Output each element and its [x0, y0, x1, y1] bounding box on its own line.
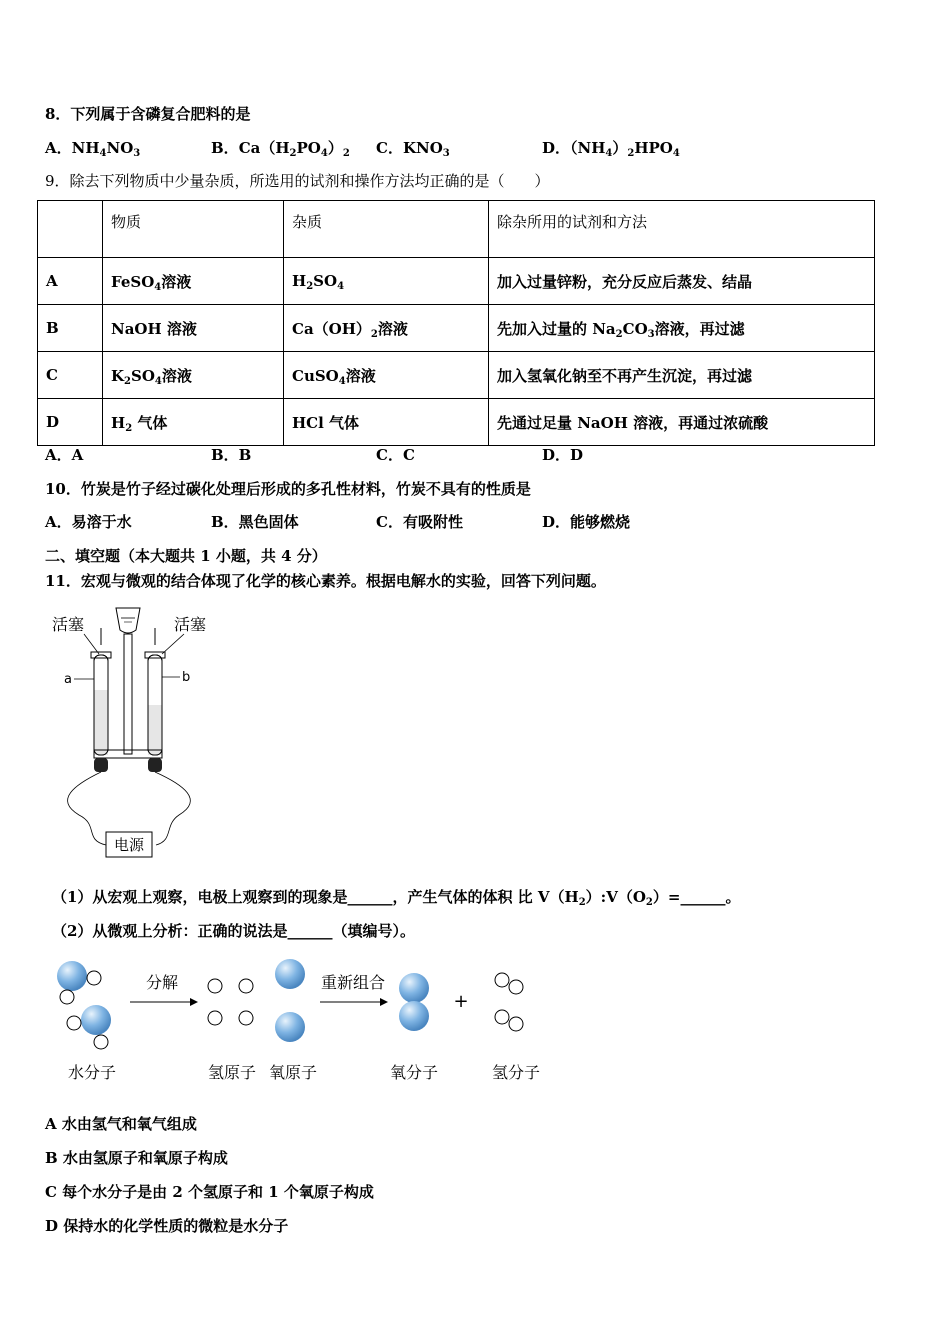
- row-substance: FeSO$_4$溶液: [103, 258, 284, 305]
- row-method: 先加入过量的 $Na_2CO_3$溶液，再过滤: [489, 305, 875, 352]
- table-row: [38, 352, 875, 399]
- row-impurity: HCl 气体: [284, 399, 489, 446]
- q9-option-a[interactable]: A．A: [45, 446, 84, 464]
- table-row: [38, 305, 875, 352]
- q9-option-b[interactable]: B．B: [211, 446, 252, 464]
- table-row: [38, 258, 875, 305]
- q8-option-d[interactable]: D．$(NH_4)_2HPO_4$: [542, 139, 680, 159]
- oxygen-atom-icon: [275, 959, 305, 1042]
- table-header-cell: 杂质: [284, 201, 489, 258]
- row-method: 加入氢氧化钠至不再产生沉淀，再过滤: [489, 352, 875, 399]
- q11-choice-b[interactable]: B 水由氢原子和氧原子构成: [45, 1149, 228, 1167]
- q9-option-d[interactable]: D．D: [542, 446, 584, 464]
- row-impurity: CuSO$_4$溶液: [284, 352, 489, 399]
- q8-option-c[interactable]: C．$KNO_3$: [376, 139, 450, 159]
- q11-sub1: （1）从宏观上观察，电极上观察到的现象是______，产生气体的体积 比 $V(H_2):V(O_2)=\_\_\_\_\_\_$。: [52, 888, 741, 908]
- label-hydrogen-atom: 氢原子: [207, 1063, 257, 1082]
- q9-option-c[interactable]: C．C: [376, 446, 415, 464]
- q10-option-c[interactable]: C．有吸附性: [376, 513, 463, 531]
- label-a: a: [64, 672, 72, 687]
- table-header-cell: 除杂所用的试剂和方法: [489, 201, 875, 258]
- row-substance: $K_2SO_4$溶液: [103, 352, 284, 399]
- row-label: C: [38, 352, 103, 399]
- row-label: B: [38, 305, 103, 352]
- q11-stem: 11．宏观与微观的结合体现了化学的核心素养。根据电解水的实验，回答下列问题。: [45, 572, 606, 590]
- stopcock-label-left: 活塞: [52, 615, 85, 634]
- table-row: [38, 399, 875, 446]
- row-method: 加入过量锌粉，充分反应后蒸发、结晶: [489, 258, 875, 305]
- power-supply-label: 电源: [113, 836, 145, 854]
- row-substance: NaOH 溶液: [103, 305, 284, 352]
- row-label: D: [38, 399, 103, 446]
- hydrogen-molecule-icon: [495, 973, 523, 1031]
- table-header-cell: 物质: [103, 201, 284, 258]
- plus-sign: +: [453, 991, 469, 1012]
- q8-stem: 8．下列属于含磷复合肥料的是: [45, 105, 251, 123]
- label-oxygen-molecule: 氧分子: [389, 1063, 439, 1082]
- stopcock-label-right: 活塞: [174, 615, 207, 634]
- q11-choice-a[interactable]: A 水由氢气和氧气组成: [45, 1115, 197, 1133]
- label-water-molecule: 水分子: [67, 1063, 117, 1082]
- q11-sub2: （2）从微观上分析：正确的说法是______（填编号）。: [52, 922, 415, 940]
- q10-option-a[interactable]: A．易溶于水: [45, 513, 132, 531]
- section-heading: 二、填空题（本大题共 1 小题，共 4 分）: [45, 547, 327, 565]
- q8-option-a[interactable]: A．$NH_4NO_3$: [45, 139, 141, 159]
- table-header-row: [38, 201, 875, 258]
- row-impurity: $H_2SO_4$: [284, 258, 489, 305]
- arrow-label-decompose: 分解: [145, 973, 179, 992]
- q9-table: [37, 200, 875, 446]
- water-molecule-icon: [67, 1005, 111, 1049]
- q8-option-b[interactable]: B．$Ca(H_2PO_4)_2$: [211, 139, 350, 159]
- q11-choice-c[interactable]: C 每个水分子是由 2 个氢原子和 1 个氧原子构成: [45, 1183, 374, 1201]
- hydrogen-atom-icon: [208, 979, 253, 1025]
- label-oxygen-atom: 氧原子: [268, 1063, 318, 1082]
- row-method: 先通过足量 NaOH 溶液，再通过浓硫酸: [489, 399, 875, 446]
- row-label: A: [38, 258, 103, 305]
- oxygen-molecule-icon: [399, 973, 429, 1031]
- q11-choice-d[interactable]: D 保持水的化学性质的微粒是水分子: [45, 1217, 289, 1235]
- table-header-cell: [38, 201, 103, 258]
- arrow-label-recombine: 重新组合: [320, 973, 386, 992]
- q10-option-b[interactable]: B．黑色固体: [211, 513, 299, 531]
- q10-stem: 10．竹炭是竹子经过碳化处理后形成的多孔性材料，竹炭不具有的性质是: [45, 480, 531, 498]
- row-impurity: $Ca(OH)_2$溶液: [284, 305, 489, 352]
- q10-option-d[interactable]: D．能够燃烧: [542, 513, 631, 531]
- label-b: b: [182, 670, 191, 685]
- label-hydrogen-molecule: 氢分子: [491, 1063, 541, 1082]
- row-substance: $H_2$ 气体: [103, 399, 284, 446]
- electrolysis-apparatus: [44, 600, 224, 865]
- water-molecule-icon: [57, 961, 101, 1004]
- water-decomposition-diagram: [50, 950, 550, 1090]
- q9-stem: 9．除去下列物质中少量杂质，所选用的试剂和操作方法均正确的是（ ）: [45, 172, 550, 190]
